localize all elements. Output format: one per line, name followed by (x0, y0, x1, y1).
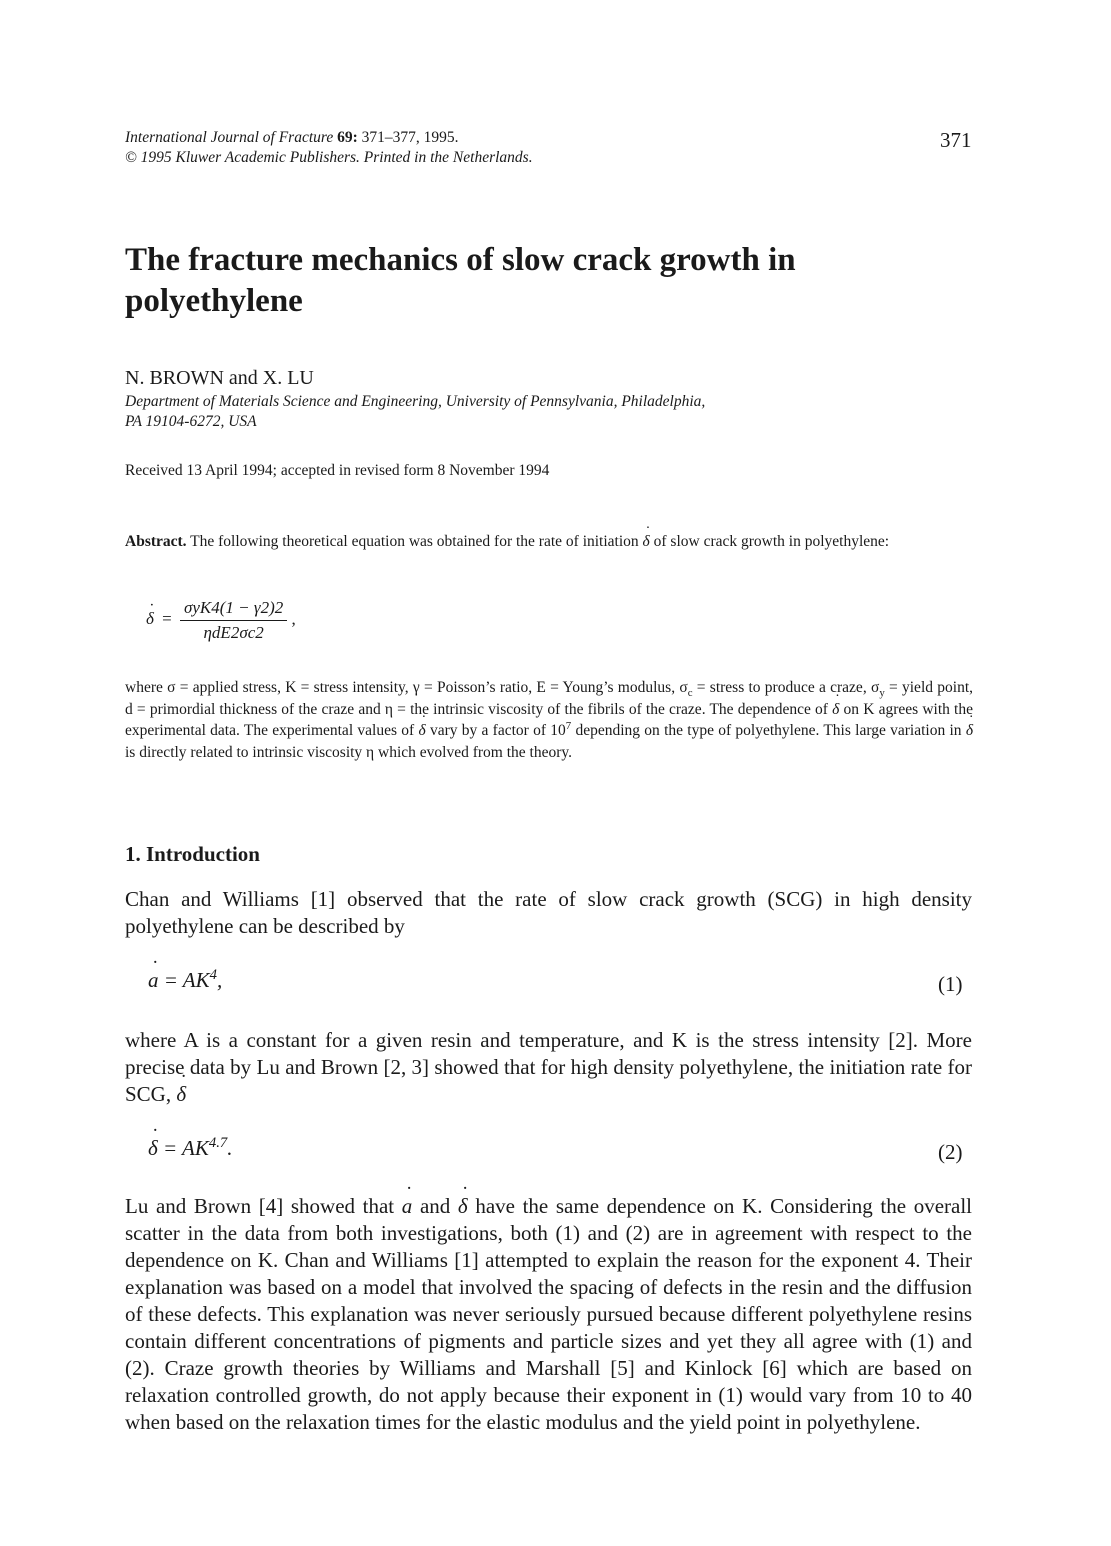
eq1-tail: , (216, 968, 223, 992)
p3-text-b: and (419, 1194, 451, 1218)
paper-title: The fracture mechanics of slow crack growth in polyethylene (125, 242, 796, 319)
delta-dot-symbol: δ ˙ (418, 720, 425, 742)
p3-text-c: have the same dependence on K. Considering the overall scatter in the data from both investigations, both (1) and (2) are in agreement with respect to the dependence on K. Chan and Williams [1] attempted to explain the reason for the exponent 4. Their explanation was based on a model that involved the spacing of defects in the resin and the diffusion of these defects. This explanation was never seriously pursued because different polyethylene resins contain different concentrations of pigments and particle sizes and yet they all agree with (1) and (2). Craze growth theories by Williams and Marshall [5] and Kinlock [6] which are based on relaxation controlled growth, do not apply because their exponent in (1) would vary from 10 to 40 when based on the relaxation times for the elastic modulus and the yield point in polyethylene. (125, 1194, 973, 1434)
def-7: is directly related to intrinsic viscosity η which evolved from the theory. (125, 743, 573, 761)
equation-2-number: (2) (938, 1140, 963, 1164)
delta-dot-symbol: δ ˙ (966, 720, 973, 742)
p2-text: where A is a constant for a given resin and temperature, and K is the stress intensity [2]. More precise data by Lu and Brown [2, 3] showed that for high density polyethylene, the initiation rate for SCG, (125, 1028, 972, 1106)
journal-pages: 371–377, 1995. (361, 129, 459, 146)
abstract-text-a: The following theoretical equation was obtained for the rate of initiation (190, 533, 639, 550)
journal-header (125, 128, 533, 168)
equation-1 (148, 968, 222, 993)
delta-dot-symbol: δ ˙ (458, 1193, 468, 1220)
sub-c: c (687, 687, 693, 700)
abstract-intro (125, 531, 973, 552)
received-dates: Received 13 April 1994; accepted in revised form 8 November 1994 (125, 462, 550, 479)
eq1-rhs: = AK (163, 968, 210, 992)
page-number: 371 (940, 128, 972, 152)
eq2-rhs: = AK (163, 1136, 209, 1160)
section-heading: 1. Introduction (125, 842, 260, 866)
a-dot-symbol: a ˙ (148, 968, 159, 993)
def-6: depending on the type of polyethylene. This large variation in (575, 722, 962, 739)
paragraph-2 (125, 1027, 972, 1108)
exp-7: 7 (565, 719, 572, 732)
eq-fraction (180, 598, 287, 643)
eq-comma: , (291, 609, 296, 629)
citation-line (125, 128, 533, 148)
eq-lhs-delta: δ ˙ (146, 609, 154, 629)
eq2-tail: . (227, 1136, 233, 1160)
abstract-text-b: of slow crack growth in polyethylene: (653, 533, 890, 550)
def-1: where σ = applied stress, K = stress intensity, γ = Poisson’s ratio, E = Young’s modulus, σ (125, 679, 688, 696)
paragraph-3 (125, 1193, 972, 1436)
def-4: on K agrees with the experimental data. The experimental values of (125, 700, 973, 739)
abstract-label: Abstract. (125, 533, 187, 550)
delta-dot-symbol: δ ˙ (176, 1081, 186, 1108)
main-equation (146, 598, 296, 643)
eq-numerator: σyK4(1 − γ2)2 (180, 598, 287, 621)
eq1-exp: 4 (209, 967, 217, 983)
abstract-definitions (125, 677, 973, 763)
equation-1-number: (1) (938, 972, 963, 996)
a-dot-symbol: a ˙ (402, 1193, 413, 1220)
eq-equals: = (162, 609, 172, 629)
copyright-line: © 1995 Kluwer Academic Publishers. Printed in the Netherlands. (125, 149, 533, 166)
delta-dot-symbol: δ ˙ (148, 1136, 158, 1161)
eq-denominator: ηdE2σc2 (203, 623, 264, 642)
sub-y: y (879, 687, 885, 700)
journal-volume: 69: (337, 129, 358, 146)
def-5: vary by a factor of 10 (429, 722, 566, 739)
delta-dot-symbol: δ ˙ (643, 531, 650, 552)
eq2-exp: 4.7 (208, 1135, 228, 1151)
def-3: = yield point, d = primordial thickness of the craze and η = the intrinsic viscosity of the fibrils of the craze. The dependence of (125, 679, 973, 718)
affiliation (125, 392, 705, 432)
equation-2 (148, 1136, 233, 1161)
affiliation-line-2: PA 19104-6272, USA (125, 413, 257, 430)
def-2: = stress to produce a craze, σ (696, 679, 880, 696)
journal-name: International Journal of Fracture (125, 129, 334, 146)
delta-dot-symbol: δ ˙ (832, 699, 839, 721)
authors: N. BROWN and X. LU (125, 367, 314, 389)
paragraph-1: Chan and Williams [1] observed that the rate of slow crack growth (SCG) in high density polyethylene can be described by (125, 887, 972, 938)
affiliation-line-1: Department of Materials Science and Engineering, University of Pennsylvania, Philadelphia, (125, 393, 706, 410)
p3-text-a: Lu and Brown [4] showed that (125, 1194, 395, 1218)
